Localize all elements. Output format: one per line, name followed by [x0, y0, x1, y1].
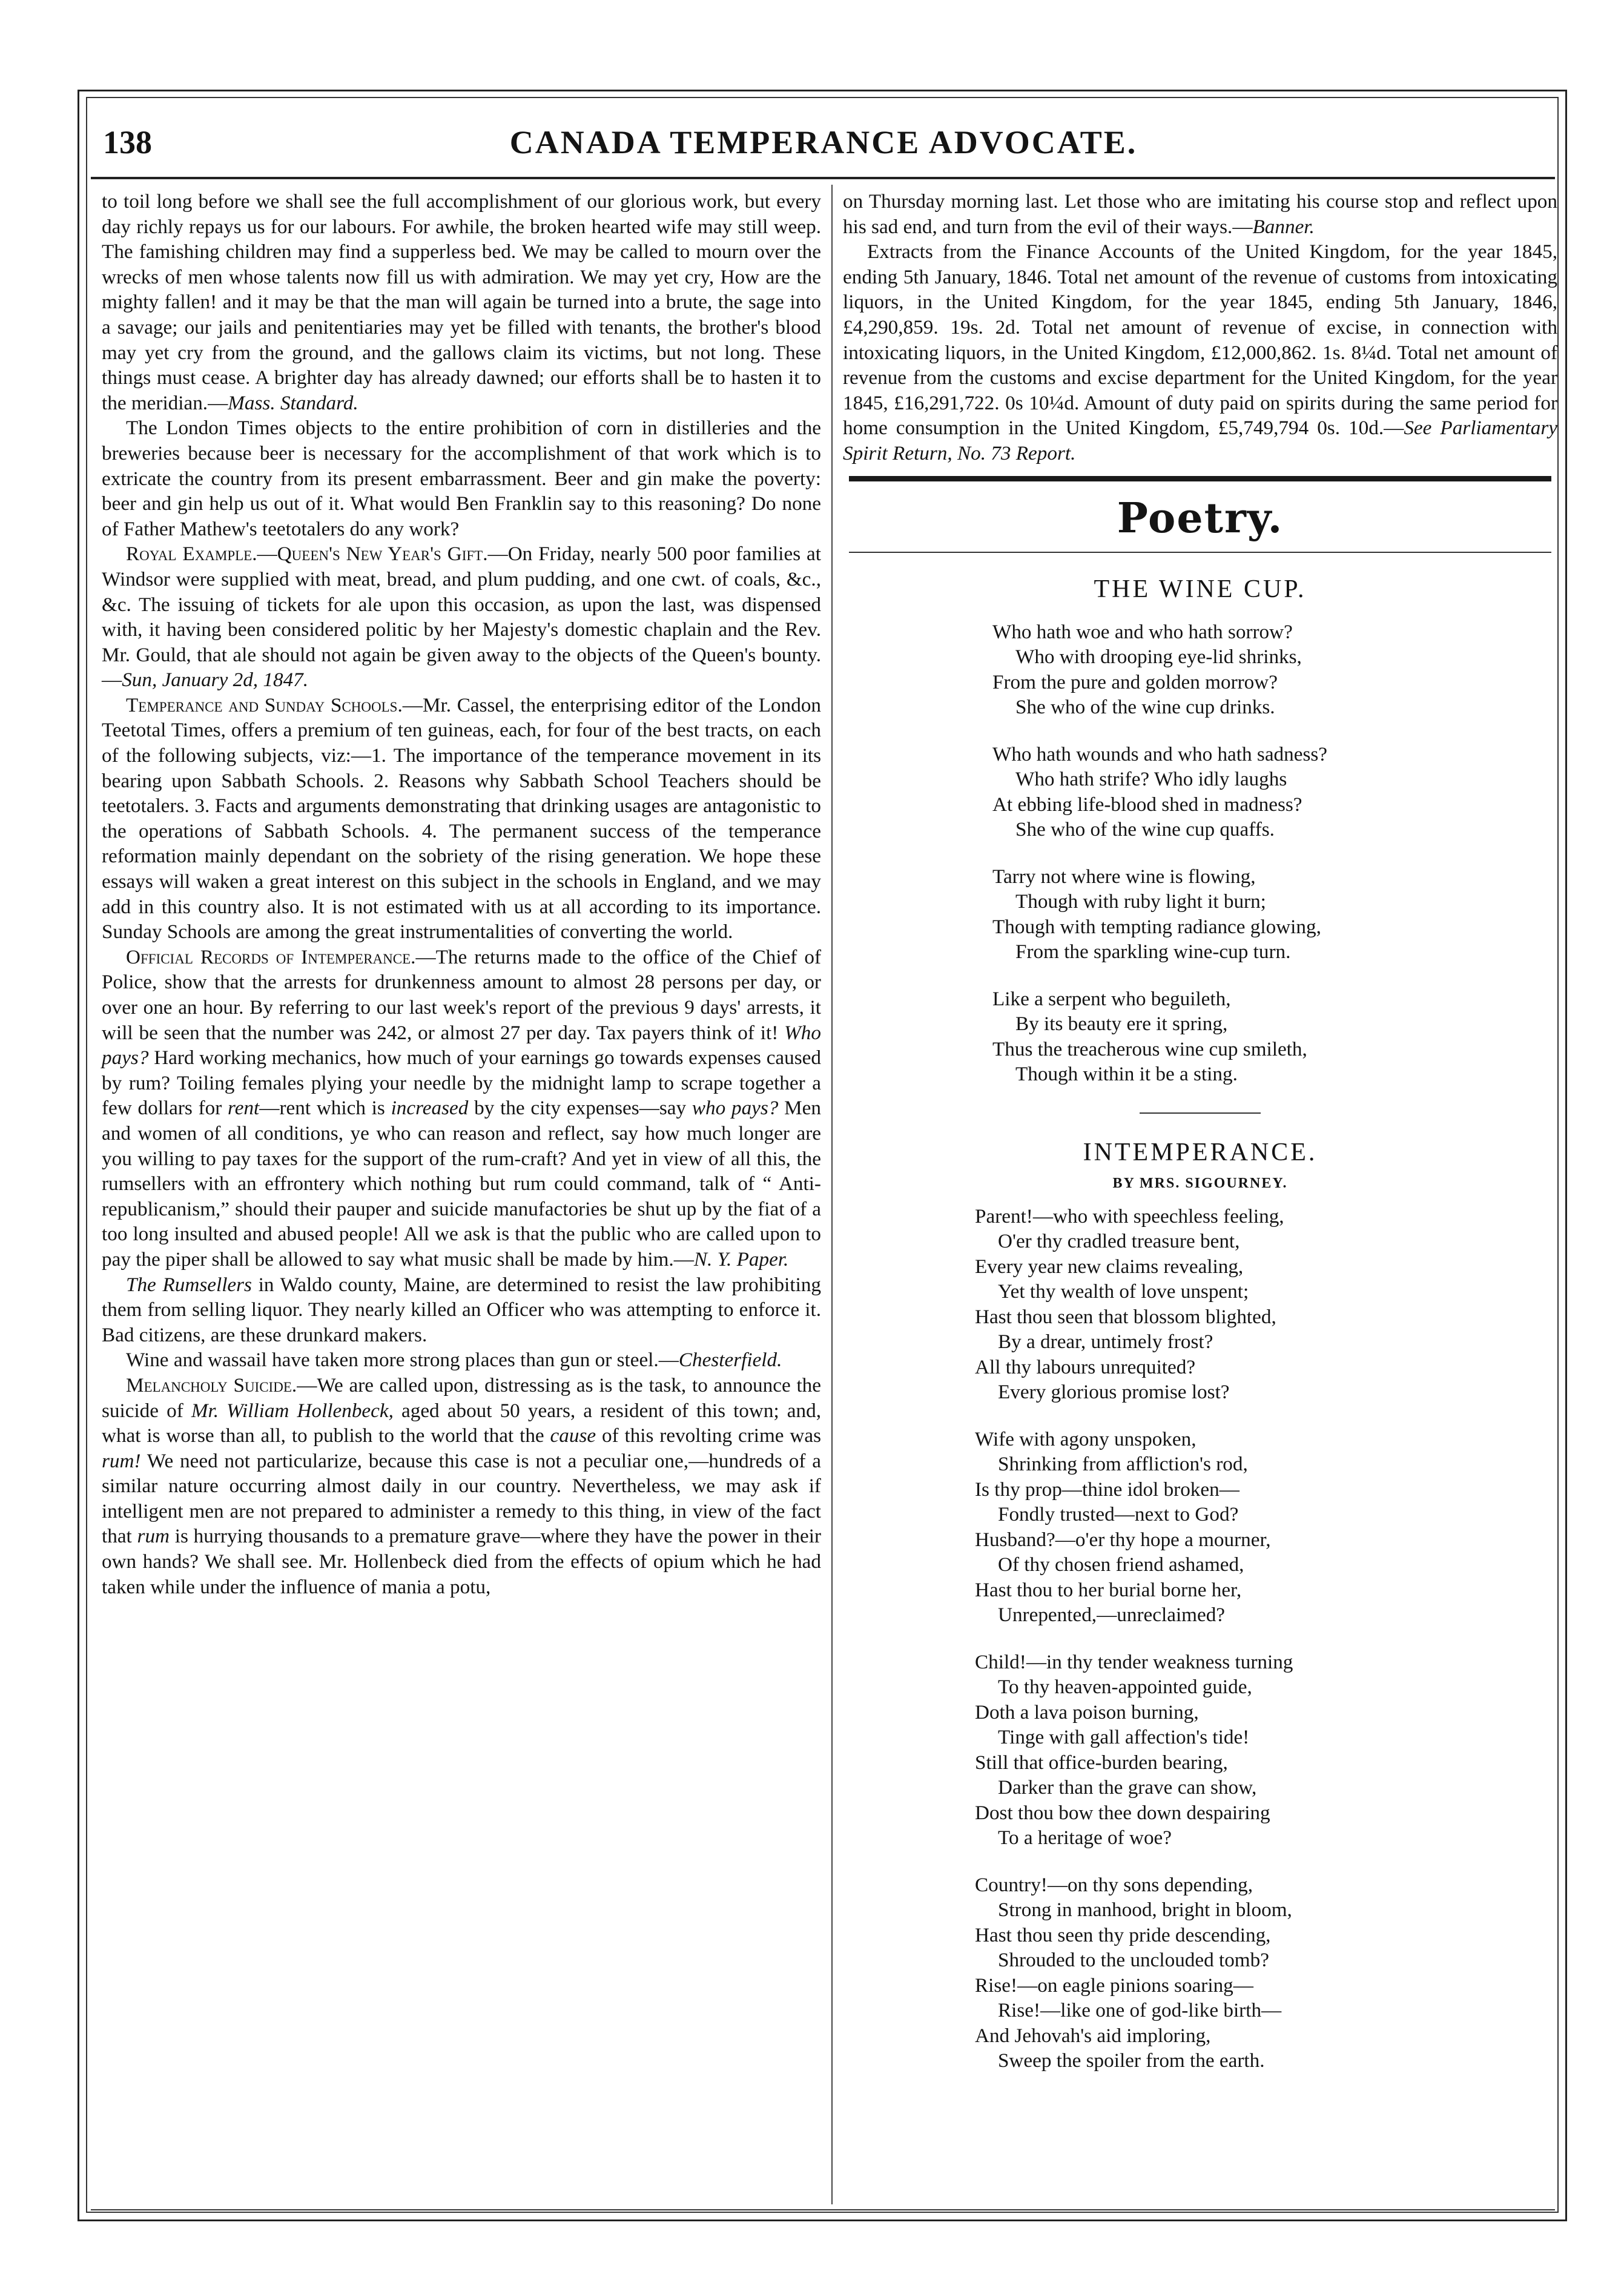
poem-line: From the pure and golden morrow? [992, 670, 1278, 693]
text: —The returns made to the office of the Chief of Police, show that the arrests for drunkenness amount to almost 28 persons per day, or over one an hour. By referring to our last week's report of the previous 9 days' arrests, it will be seen that the number was 242, or almost 27 per day. Tax payers think of it! [102, 945, 822, 1044]
poem-line: By its beauty ere it spring, [1015, 1013, 1228, 1036]
poem-stanza [843, 1427, 1557, 1628]
article-london-times: The London Times objects to the entire prohibition of corn in distilleries and the breweries because beer is necessary for the accomplishment of that work which is to extricate the country from its present embarrassment. Beer and gin make the poverty: beer and gin help us out of it. What would Ben Franklin say to this reasoning? Do none of Father Mathew's teetotalers do any work? [102, 417, 821, 540]
source-credit: Mass. Standard. [228, 391, 358, 414]
poem-line: Who hath wounds and who hath sadness? [992, 742, 1328, 765]
emphasis: Who pays? [102, 1021, 821, 1069]
article-melancholy-suicide [102, 1373, 821, 1599]
poem-line: Who hath woe and who hath sorrow? [992, 620, 1293, 643]
text: —rent which is [259, 1097, 391, 1120]
text: on Thursday morning last. Let those who are imitating his course stop and reflect upon his sad end, and turn from the evil of their ways.— [843, 190, 1557, 238]
poem-line: At ebbing life-blood shed in madness? [992, 793, 1302, 816]
text: We need not particularize, because this case is not a peculiar one,—hundreds of a similar nature occurring almost daily in our country. Nevertheless, we may ask if intelligent men are not prepared to administer a remedy to this thing, in view of the fact that [102, 1449, 821, 1548]
poem-stanza [843, 864, 1557, 965]
poem-line: Tinge with gall affection's tide! [998, 1726, 1250, 1749]
poem-line: By a drear, untimely frost? [998, 1330, 1213, 1353]
poem-stanza [843, 1650, 1557, 1851]
poem-line: Shrouded to the unclouded tomb? [998, 1949, 1269, 1972]
poem-line: Though within it be a sting. [1015, 1063, 1238, 1086]
poem-line: Who hath strife? Who idly laughs [1015, 768, 1287, 791]
text: is hurrying thousands to a premature grave—where they have the power in their own hands? We shall see. Mr. Hollenbeck died from the effects of opium which he had taken while under the influence of mania a potu, [102, 1525, 821, 1598]
page-header [103, 118, 1544, 173]
header-rule [91, 177, 1555, 179]
text: Wine and wassail have taken more strong places than gun or steel.— [126, 1349, 679, 1372]
poem-line: Though with tempting radiance glowing, [992, 915, 1321, 938]
poem-line: Fondly trusted—next to God? [998, 1503, 1239, 1526]
footer-rule [91, 2209, 1555, 2210]
poem-line: Darker than the grave can show, [998, 1776, 1257, 1799]
poem-wine-cup [843, 620, 1557, 1087]
poem-title-intemperance: INTEMPERANCE. [1083, 1138, 1318, 1166]
poem-line: Every year new claims revealing, [975, 1255, 1244, 1278]
poem-intemperance [843, 1204, 1557, 2074]
article-rumsellers [102, 1272, 821, 1348]
emphasis: who pays? [692, 1097, 779, 1120]
poem-line: Rise!—on eagle pinions soaring— [975, 1974, 1253, 1997]
poem-line: Dost thou bow thee down despairing [975, 1801, 1270, 1824]
poem-line: Sweep the spoiler from the earth. [998, 2049, 1265, 2072]
emphasis: increased [391, 1097, 469, 1120]
emphasis: cause [550, 1424, 596, 1447]
poem-line: Every glorious promise lost? [998, 1381, 1230, 1404]
source-credit: See Parliamentary Spirit Return, No. 73 Report. [843, 417, 1557, 464]
emphasis: rent [228, 1097, 260, 1120]
poem-stanza [843, 742, 1557, 842]
section-title-poetry: Poetry. [1117, 494, 1284, 543]
poem-line: Shrinking from affliction's rod, [998, 1453, 1248, 1476]
poem-line: She who of the wine cup quaffs. [1015, 818, 1275, 841]
article-continuation [102, 189, 821, 415]
poem-line: Yet thy wealth of love unspent; [998, 1280, 1249, 1303]
text: Men and women of all conditions, ye who can reason and reflect, say how much longer are you willing to pay taxes for the support of the rum-craft? And yet in view of all this, the rumsellers with an effrontery which nothing but rum could command, talk of “ Anti-republicanism,” should their pauper and suicide manufactories be shut up by the fiat of a too long insulted and abused people! All we ask is that the public who are called upon to pay the piper shall be allowed to say what music shall be made by him.— [102, 1097, 821, 1271]
poem-line: She who of the wine cup drinks. [1015, 696, 1275, 719]
section-rule-heavy [849, 476, 1551, 481]
article-heading: Official Records of Intemperance. [126, 945, 416, 968]
page-number: 138 [103, 124, 152, 160]
poem-line: Thus the treacherous wine cup smileth, [992, 1037, 1307, 1060]
poem-stanza [843, 620, 1557, 720]
poem-line: Hast thou seen that blossom blighted, [975, 1305, 1276, 1328]
poem-line: Is thy prop—thine idol broken— [975, 1478, 1239, 1501]
article-official-records [102, 945, 821, 1272]
article-finance-accounts [843, 239, 1557, 466]
article-wine-wassail [102, 1347, 821, 1373]
column-divider [831, 185, 833, 2204]
poem-stanza [843, 1204, 1557, 1405]
poem-line: Strong in manhood, bright in bloom, [998, 1899, 1292, 1922]
poem-line: All thy labours unrequited? [975, 1355, 1196, 1378]
poem-line: And Jehovah's aid imploring, [975, 2024, 1211, 2047]
section-rule-thin [849, 552, 1551, 553]
poem-line: Though with ruby light it burn; [1015, 890, 1266, 913]
poem-title-wine-cup: THE WINE CUP. [1094, 575, 1307, 603]
source-credit: Banner. [1252, 215, 1315, 238]
poem-line: Hast thou to her burial borne her, [975, 1578, 1242, 1601]
text: in Waldo county, Maine, are determined to resist the law prohibiting them from selling liquor. They nearly killed an Officer who was attempting to enforce it. Bad citizens, are these drunkard makers. [102, 1273, 822, 1346]
running-title: CANADA TEMPERANCE ADVOCATE. [509, 124, 1138, 160]
poem-line: Hast thou seen thy pride descending, [975, 1923, 1271, 1946]
text: to toil long before we shall see the full accomplishment of our glorious work, but every day richly repays us for our labours. For awhile, the broken hearted wife may still weep. The famishing children may find a supperless bed. We may be called to mourn over the wrecks of men whose talents now fill us with admiration. We may yet cry, How are the mighty fallen! and it may be that the man will again be turned into a brute, the sage into a savage; our jails and penitentiaries may yet be filled with tenants, the brother's blood may yet cry from the ground, and the gallows claim its victims, but not long. These things must cease. A brighter day has already dawned; our efforts shall be to hasten it to the meridian.— [102, 190, 821, 414]
text: Extracts from the Finance Accounts of the United Kingdom, for the year 1845, ending 5th January, 1846. Total net amount of the revenue of customs from intoxicating liquors, in the United Kingdom, for the year 1845, ending 5th January, 1846, £4,290,859. 19s. 2d. Total net amount of revenue of excise, in connection with intoxicating liquors, in the United Kingdom, £12,000,862. 1s. 8¼d. Total net amount of revenue from the customs and excise department for the United Kingdom, for the year 1845, £16,291,722. 0s 10¼d. Amount of duty paid on spirits during the same period for home consumption in the United Kingdom, £5,749,794 0s. 10d.— [843, 240, 1557, 440]
poem-line: Wife with agony unspoken, [975, 1427, 1197, 1450]
poem-line: Still that office-burden bearing, [975, 1751, 1228, 1774]
text: by the city expenses—say [468, 1097, 692, 1120]
text: —Mr. Cassel, the enterprising editor of the London Teetotal Times, offers a premium of ten guineas, each, for four of the best tracts, on each of the following subjects, viz:—1. The importance of the temperance movement in its bearing upon Sabbath Schools. 2. Reasons why Sabbath School Teachers should be teetotalers. 3. Facts and arguments demonstrating that drinking usages are antagonistic to the operations of Sabbath Schools. 4. The permanent success of the temperance reformation mainly dependant on the sobriety of the rising generation. We hope these essays will waken a great interest on this subject in the schools in England, and we may add in this country also. It is not estimated with us at all according to its importance. Sunday Schools are among the great instrumentalities of converting the world. [102, 693, 822, 944]
poem-line: Country!—on thy sons depending, [975, 1873, 1253, 1896]
text: Hard working mechanics, how much of your earnings go towards expenses caused by rum? Toiling females plying your needle by the midnight lamp to scrape together a few dollars for [102, 1046, 821, 1120]
poem-line: Husband?—o'er thy hope a mourner, [975, 1528, 1271, 1551]
poem-line: Parent!—who with speechless feeling, [975, 1205, 1284, 1228]
emphasis: Mr. William Hollenbeck, [191, 1399, 394, 1422]
poem-line: O'er thy cradled treasure bent, [998, 1230, 1240, 1253]
emphasis: rum! [102, 1449, 141, 1472]
poem-line: To a heritage of woe? [998, 1826, 1172, 1849]
article-heading: Temperance and Sunday Schools. [126, 693, 403, 716]
poem-stanza [843, 987, 1557, 1087]
text: of this revolting crime was [596, 1424, 822, 1447]
poem-line: Like a serpent who beguileth, [992, 987, 1231, 1010]
poem-line: Doth a lava poison burning, [975, 1701, 1199, 1724]
article-suicide-continuation [843, 189, 1557, 239]
poem-line: Child!—in thy tender weakness turning [975, 1650, 1293, 1673]
poem-byline: BY MRS. SIGOURNEY. [1112, 1175, 1288, 1191]
poem-line: Tarry not where wine is flowing, [992, 865, 1256, 888]
source-credit: Sun, January 2d, 1847. [122, 669, 309, 692]
poem-line: Who with drooping eye-lid shrinks, [1015, 646, 1302, 669]
text: —We are called upon, distressing as is the task, to announce the suicide of [102, 1373, 821, 1422]
article-heading: The Rumsellers [126, 1273, 252, 1296]
poem-line: Of thy chosen friend ashamed, [998, 1553, 1244, 1576]
poem-line: From the sparkling wine-cup turn. [1015, 940, 1291, 963]
poem-line: To thy heaven-appointed guide, [998, 1676, 1252, 1699]
left-column [102, 189, 821, 1599]
article-heading: Melancholy Suicide. [126, 1373, 297, 1396]
right-column [843, 189, 1557, 2095]
poem-line: Rise!—like one of god-like birth— [998, 1999, 1282, 2022]
source-credit: Chesterfield. [678, 1349, 782, 1372]
poem-line: Unrepented,—unreclaimed? [998, 1604, 1226, 1627]
article-heading: Royal Example.—Queen's New Year's Gift. [126, 543, 488, 566]
poem-separator [1140, 1112, 1261, 1114]
text: aged about 50 years, a resident of this town; and, what is worse than all, to publish to the world that the [102, 1399, 821, 1447]
source-credit: N. Y. Paper. [693, 1248, 789, 1271]
article-royal-example [102, 541, 821, 693]
emphasis: rum [137, 1525, 170, 1548]
poem-stanza [843, 1872, 1557, 2074]
article-sunday-schools [102, 693, 821, 945]
text: —On Friday, nearly 500 poor families at Windsor were supplied with meat, bread, and plum pudding, and one cwt. of coals, &c., &c. The issuing of tickets for ale upon this occasion, as upon the last, was dispensed with, it having been considered politic by her Majesty's domestic chaplain and the Rev. Mr. Gould, that ale should not again be given away to the objects of the Queen's bounty.— [102, 543, 821, 692]
